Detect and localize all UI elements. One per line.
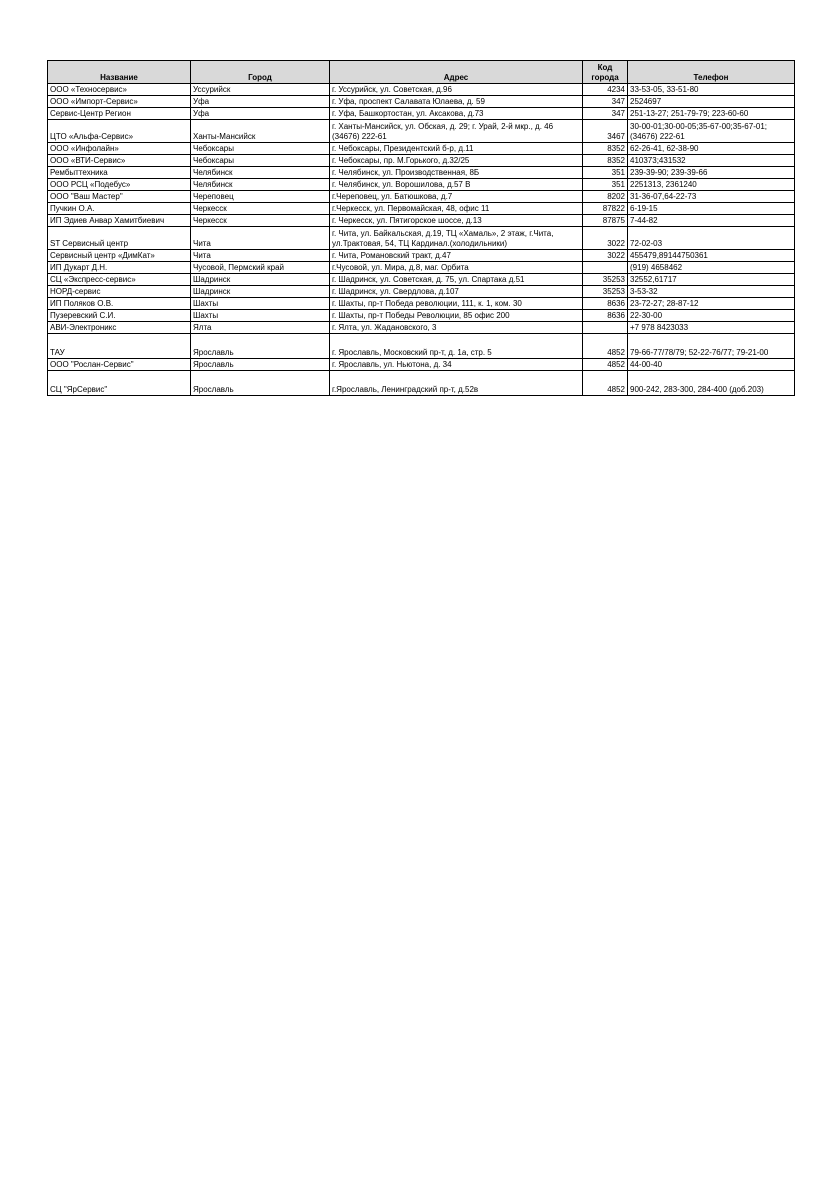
table-row bbox=[48, 108, 795, 120]
cell-phone: 23-72-27; 28-87-12 bbox=[628, 298, 795, 310]
cell-name: ООО "Рослан-Сервис" bbox=[48, 359, 191, 371]
cell-city: Шахты bbox=[191, 298, 330, 310]
table-row bbox=[48, 120, 795, 143]
service-centers-table bbox=[47, 60, 795, 396]
cell-phone: 79-66-77/78/79; 52-22-76/77; 79-21-00 bbox=[628, 334, 795, 359]
cell-name: ST Сервисный центр bbox=[48, 227, 191, 250]
cell-phone: 900-242, 283-300, 284-400 (доб.203) bbox=[628, 371, 795, 396]
cell-code: 4852 bbox=[583, 334, 628, 359]
cell-code: 4852 bbox=[583, 359, 628, 371]
cell-address: г. Чебоксары, Президентский б-р, д.11 bbox=[330, 143, 583, 155]
header-row bbox=[48, 61, 795, 84]
cell-address: г. Челябинск, ул. Производственная, 8Б bbox=[330, 167, 583, 179]
cell-name: ООО «Инфолайн» bbox=[48, 143, 191, 155]
table-row bbox=[48, 84, 795, 96]
cell-code: 347 bbox=[583, 108, 628, 120]
cell-code bbox=[583, 322, 628, 334]
cell-phone: 7-44-82 bbox=[628, 215, 795, 227]
cell-code: 35253 bbox=[583, 286, 628, 298]
cell-phone: 2251313, 2361240 bbox=[628, 179, 795, 191]
cell-code: 8352 bbox=[583, 143, 628, 155]
cell-phone: 251-13-27; 251-79-79; 223-60-60 bbox=[628, 108, 795, 120]
cell-city: Ярославль bbox=[191, 359, 330, 371]
cell-name: Сервисный центр «ДимКат» bbox=[48, 250, 191, 262]
header-city: Город bbox=[191, 61, 330, 84]
cell-code: 87875 bbox=[583, 215, 628, 227]
cell-phone: 62-26-41, 62-38-90 bbox=[628, 143, 795, 155]
cell-city: Чебоксары bbox=[191, 143, 330, 155]
cell-address: г. Челябинск, ул. Ворошилова, д.57 В bbox=[330, 179, 583, 191]
cell-name: ООО «Импорт-Сервис» bbox=[48, 96, 191, 108]
cell-phone: 455479,89144750361 bbox=[628, 250, 795, 262]
cell-phone: 410373;431532 bbox=[628, 155, 795, 167]
cell-address: г. Чебоксары, пр. М.Горького, д.32/25 bbox=[330, 155, 583, 167]
cell-code: 8636 bbox=[583, 310, 628, 322]
cell-phone: 239-39-90; 239-39-66 bbox=[628, 167, 795, 179]
cell-address: г.Черкесск, ул. Первомайская, 48, офис 11 bbox=[330, 203, 583, 215]
table-row bbox=[48, 310, 795, 322]
cell-name: Рембыттехника bbox=[48, 167, 191, 179]
cell-address: г. Ялта, ул. Жадановского, 3 bbox=[330, 322, 583, 334]
cell-address: г. Уфа, проспект Салавата Юлаева, д. 59 bbox=[330, 96, 583, 108]
cell-city: Шадринск bbox=[191, 274, 330, 286]
header-code: Код города bbox=[583, 61, 628, 84]
table-row bbox=[48, 322, 795, 334]
cell-phone: 44-00-40 bbox=[628, 359, 795, 371]
cell-address: г. Уссурийск, ул. Советская, д.96 bbox=[330, 84, 583, 96]
cell-name: Пучкин О.А. bbox=[48, 203, 191, 215]
table-row bbox=[48, 143, 795, 155]
cell-code: 347 bbox=[583, 96, 628, 108]
cell-code: 3022 bbox=[583, 250, 628, 262]
cell-phone: 6-19-15 bbox=[628, 203, 795, 215]
cell-city: Шахты bbox=[191, 310, 330, 322]
cell-city: Ярославль bbox=[191, 334, 330, 359]
cell-city: Уфа bbox=[191, 108, 330, 120]
cell-phone: 33-53-05, 33-51-80 bbox=[628, 84, 795, 96]
cell-code: 35253 bbox=[583, 274, 628, 286]
cell-code bbox=[583, 262, 628, 274]
cell-code: 4234 bbox=[583, 84, 628, 96]
cell-name: ООО "Ваш Мастер" bbox=[48, 191, 191, 203]
cell-city: Уфа bbox=[191, 96, 330, 108]
table-row bbox=[48, 298, 795, 310]
cell-address: г. Ярославль, Московский пр-т, д. 1а, стр. 5 bbox=[330, 334, 583, 359]
table-row bbox=[48, 286, 795, 298]
cell-address: г. Ярославль, ул. Ньютона, д. 34 bbox=[330, 359, 583, 371]
cell-city: Челябинск bbox=[191, 167, 330, 179]
cell-phone: 2524697 bbox=[628, 96, 795, 108]
cell-name: ООО «ВТИ-Сервис» bbox=[48, 155, 191, 167]
table-row bbox=[48, 167, 795, 179]
cell-city: Чита bbox=[191, 250, 330, 262]
cell-name: НОРД-сервис bbox=[48, 286, 191, 298]
cell-code: 351 bbox=[583, 179, 628, 191]
cell-name: ИП Поляков О.В. bbox=[48, 298, 191, 310]
cell-city: Шадринск bbox=[191, 286, 330, 298]
cell-phone: 3-53-32 bbox=[628, 286, 795, 298]
cell-code: 8636 bbox=[583, 298, 628, 310]
cell-phone: 30-00-01;30-00-05;35-67-00;35-67-01;(34676) 222-61 bbox=[628, 120, 795, 143]
cell-name: ООО «Техносервис» bbox=[48, 84, 191, 96]
table-row bbox=[48, 155, 795, 167]
cell-phone: 31-36-07,64-22-73 bbox=[628, 191, 795, 203]
cell-address: г.Череповец, ул. Батюшкова, д.7 bbox=[330, 191, 583, 203]
cell-name: АВИ-Электроникс bbox=[48, 322, 191, 334]
cell-address: г. Шадринск, ул. Советская, д. 75, ул. Спартака д.51 bbox=[330, 274, 583, 286]
cell-address: г. Чита, Романовский тракт, д.47 bbox=[330, 250, 583, 262]
table-row bbox=[48, 179, 795, 191]
cell-city: Череповец bbox=[191, 191, 330, 203]
cell-name: ООО РСЦ «Подебус» bbox=[48, 179, 191, 191]
cell-name: СЦ «Экспресс-сервис» bbox=[48, 274, 191, 286]
cell-address: г. Уфа, Башкортостан, ул. Аксакова, д.73 bbox=[330, 108, 583, 120]
cell-city: Чебоксары bbox=[191, 155, 330, 167]
cell-address: г.Ярославль, Ленинградский пр-т, д.52в bbox=[330, 371, 583, 396]
cell-phone: 72-02-03 bbox=[628, 227, 795, 250]
cell-code: 8202 bbox=[583, 191, 628, 203]
cell-code: 4852 bbox=[583, 371, 628, 396]
table-row bbox=[48, 250, 795, 262]
cell-code: 3467 bbox=[583, 120, 628, 143]
table-row bbox=[48, 191, 795, 203]
cell-city: Челябинск bbox=[191, 179, 330, 191]
cell-address: г. Черкесск, ул. Пятигорское шоссе, д.13 bbox=[330, 215, 583, 227]
table-row bbox=[48, 203, 795, 215]
cell-city: Уссурийск bbox=[191, 84, 330, 96]
cell-code: 87822 bbox=[583, 203, 628, 215]
cell-name: ЦТО «Альфа-Сервис» bbox=[48, 120, 191, 143]
cell-address: г. Чита, ул. Байкальская, д.19, ТЦ «Хамаль», 2 этаж, г.Чита, ул.Трактовая, 54, ТЦ Кардинал.(холодильники) bbox=[330, 227, 583, 250]
cell-address: г.Чусовой, ул. Мира, д.8, маг. Орбита bbox=[330, 262, 583, 274]
table-row bbox=[48, 334, 795, 359]
cell-city: Ялта bbox=[191, 322, 330, 334]
table-row bbox=[48, 215, 795, 227]
cell-code: 351 bbox=[583, 167, 628, 179]
cell-city: Чусовой, Пермский край bbox=[191, 262, 330, 274]
cell-address: г. Шахты, пр-т Победы Революции, 85 офис 200 bbox=[330, 310, 583, 322]
table-row bbox=[48, 96, 795, 108]
cell-city: Черкесск bbox=[191, 215, 330, 227]
cell-name: ТАУ bbox=[48, 334, 191, 359]
cell-code: 3022 bbox=[583, 227, 628, 250]
table-row bbox=[48, 227, 795, 250]
cell-code: 8352 bbox=[583, 155, 628, 167]
table-row bbox=[48, 359, 795, 371]
header-phone: Телефон bbox=[628, 61, 795, 84]
cell-phone: 32552,61717 bbox=[628, 274, 795, 286]
cell-name: СЦ "ЯрСервис" bbox=[48, 371, 191, 396]
table-row bbox=[48, 274, 795, 286]
cell-address: г. Шахты, пр-т Победа революции, 111, к. 1, ком. 30 bbox=[330, 298, 583, 310]
cell-phone: +7 978 8423033 bbox=[628, 322, 795, 334]
table-row bbox=[48, 371, 795, 396]
table-row bbox=[48, 262, 795, 274]
cell-city: Ханты-Мансийск bbox=[191, 120, 330, 143]
cell-name: ИП Эдиев Анвар Хамитбиевич bbox=[48, 215, 191, 227]
cell-name: Сервис-Центр Регион bbox=[48, 108, 191, 120]
cell-city: Черкесск bbox=[191, 203, 330, 215]
cell-address: г. Шадринск, ул. Свердлова, д.107 bbox=[330, 286, 583, 298]
cell-phone: 22-30-00 bbox=[628, 310, 795, 322]
header-name: Название bbox=[48, 61, 191, 84]
cell-name: Пузеревский С.И. bbox=[48, 310, 191, 322]
cell-address: г. Ханты-Мансийск, ул. Обская, д. 29; г. Урай, 2-й мкр., д. 46 (34676) 222-61 bbox=[330, 120, 583, 143]
cell-name: ИП Дукарт Д.Н. bbox=[48, 262, 191, 274]
header-address: Адрес bbox=[330, 61, 583, 84]
cell-city: Ярославль bbox=[191, 371, 330, 396]
cell-phone: (919) 4658462 bbox=[628, 262, 795, 274]
cell-city: Чита bbox=[191, 227, 330, 250]
